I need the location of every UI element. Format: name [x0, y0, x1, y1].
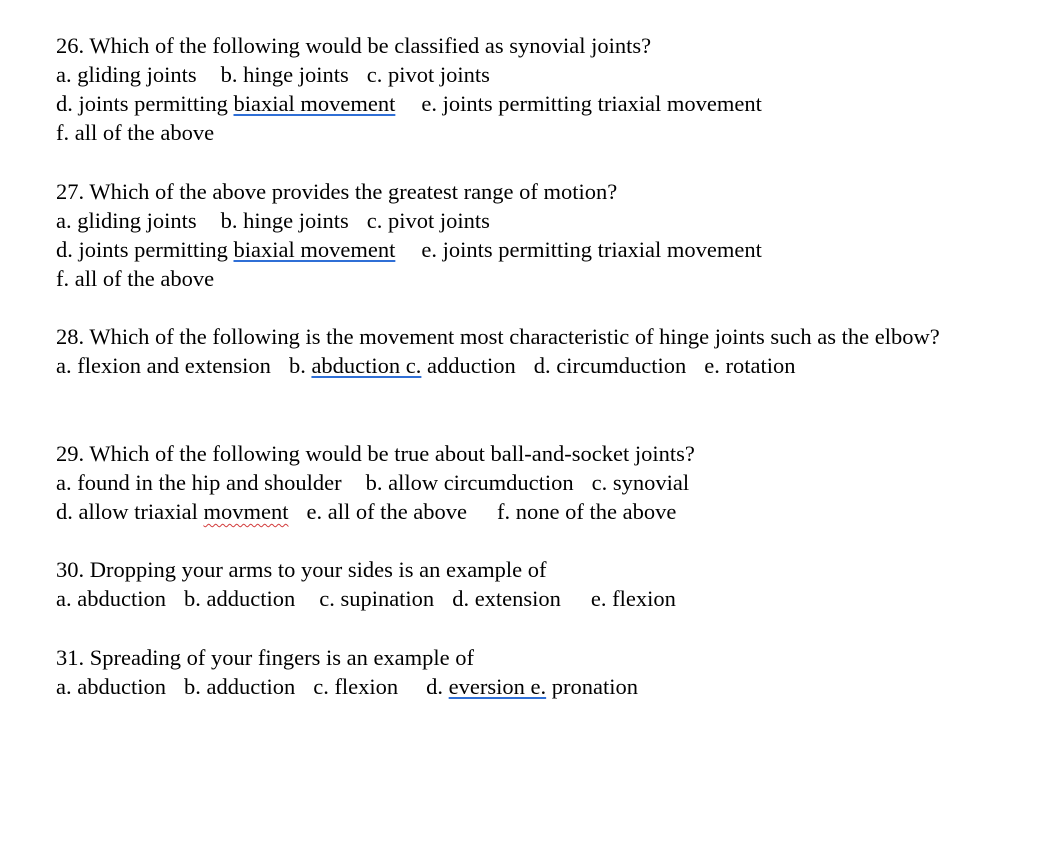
question-27 [56, 177, 1016, 293]
question-26 [56, 31, 1016, 147]
option-b: b. [288, 353, 306, 378]
option-f: f. all of the above [56, 266, 215, 291]
answer-line [56, 584, 1016, 613]
grammar-flagged-text: biaxial movement [233, 237, 396, 262]
option-e: e. joints permitting triaxial movement [421, 91, 762, 116]
option-e-text: pronation [551, 674, 638, 699]
option-c: c. pivot joints [366, 208, 490, 233]
option-d: d. [426, 674, 444, 699]
question-stem: 29. Which of the following would be true about ball-and-socket joints? [56, 441, 695, 466]
option-d: d. joints permitting [56, 237, 228, 262]
question-stem: 31. Spreading of your fingers is an example of [56, 645, 475, 670]
option-f: f. none of the above [497, 499, 677, 524]
option-b: b. adduction [183, 674, 296, 699]
question-29 [56, 439, 1016, 526]
option-b: b. hinge joints [220, 208, 349, 233]
option-a: a. abduction [56, 586, 166, 611]
option-a: a. found in the hip and shoulder [56, 470, 342, 495]
question-stem: 30. Dropping your arms to your sides is an example of [56, 557, 547, 582]
option-b: b. hinge joints [220, 62, 349, 87]
option-d: d. extension [452, 586, 561, 611]
answer-line [56, 351, 956, 380]
question-stem: 26. Which of the following would be classified as synovial joints? [56, 33, 652, 58]
answer-line [56, 60, 1016, 89]
question-30 [56, 555, 1016, 613]
question-stem: 28. Which of the following is the movement most characteristic of hinge joints such as the elbow? [56, 324, 940, 349]
option-c-text: adduction [427, 353, 516, 378]
question-28 [56, 322, 956, 380]
option-b: b. allow circumduction [365, 470, 574, 495]
question-31 [56, 643, 1016, 701]
answer-line [56, 497, 1016, 526]
option-e: e. rotation [704, 353, 796, 378]
grammar-flagged-text: abduction c. [311, 353, 422, 378]
option-d: d. allow triaxial [56, 499, 198, 524]
answer-line [56, 89, 1016, 118]
option-b: b. adduction [183, 586, 296, 611]
option-c: c. synovial [591, 470, 690, 495]
option-e: e. all of the above [306, 499, 468, 524]
option-c: c. flexion [313, 674, 399, 699]
answer-line [56, 206, 1016, 235]
answer-line [56, 672, 1016, 701]
answer-line [56, 235, 1016, 264]
grammar-flagged-text: biaxial movement [233, 91, 396, 116]
option-a: a. abduction [56, 674, 166, 699]
option-a: a. gliding joints [56, 62, 197, 87]
option-e: e. joints permitting triaxial movement [421, 237, 762, 262]
question-stem: 27. Which of the above provides the greatest range of motion? [56, 179, 618, 204]
option-a: a. flexion and extension [56, 353, 271, 378]
option-f: f. all of the above [56, 120, 215, 145]
answer-line [56, 468, 1016, 497]
option-c: c. pivot joints [366, 62, 490, 87]
option-e: e. flexion [590, 586, 676, 611]
option-a: a. gliding joints [56, 208, 197, 233]
spelling-flagged-text: movment [203, 499, 289, 524]
option-c: c. supination [319, 586, 435, 611]
option-d: d. joints permitting [56, 91, 228, 116]
grammar-flagged-text: eversion e. [448, 674, 547, 699]
option-d: d. circumduction [533, 353, 687, 378]
